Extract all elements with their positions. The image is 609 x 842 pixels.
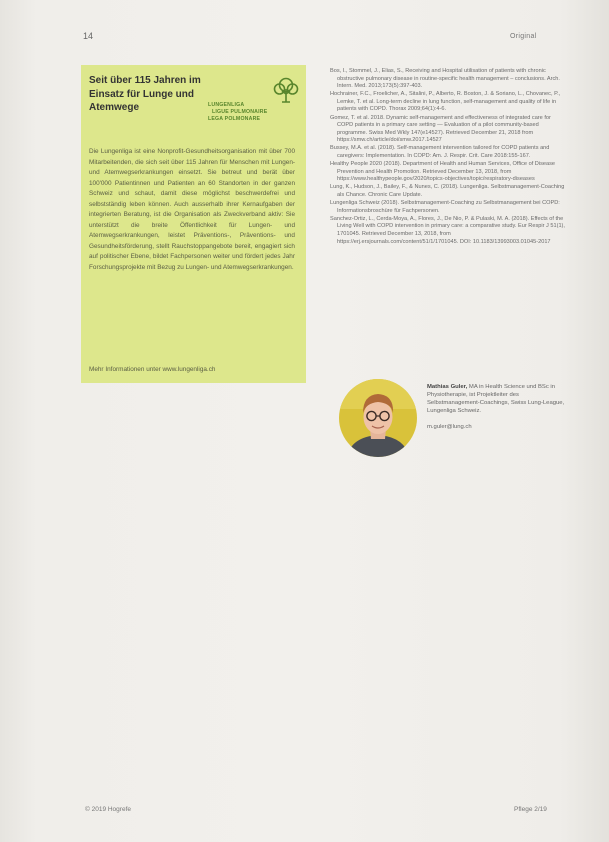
- info-box-body: Die Lungenliga ist eine Nonprofit-Gesundheitsorganisation mit über 700 Mitarbeitenden, die sich seit über 115 Jahren für Menschen mit Lungen- und Atemwegserkrankungen einsetzt. Sie betreut und berät über 100'000 Patientinnen und Patienten an 60 Standorten in der ganzen Schweiz und schaut, damit diese möglichst beschwerdefrei und selbstständig leben können. Auch ausserhalb ihrer Kernaufgaben der integrierten Beratung, ist die Organisation als Zweckverband aktiv: Sie unterstützt die breite Öffentlichkeit für Lungen- und Atemwegserkrankungen, leistet Präventions-, Präventions- und Gesundheitsförderung, stellt Rauchstoppangebote bereit, engagiert sich auf politischer Ebene, bildet Fachpersonen weiter und fördert jedes Jahr Forschungsprojekte mit Bezug zu Lungen- und Atemwegserkrankungen.: [89, 148, 295, 271]
- info-box-more-link[interactable]: Mehr Informationen unter www.lungenliga.ch: [89, 366, 216, 373]
- footer-copyright: © 2019 Hogrefe: [85, 806, 131, 813]
- author-description: MA in Health Science und BSc in Physiotherapie, ist Projektleiter des Selbstmanagement-Coachings, Swiss Lung-League, Lungenliga Schweiz.: [427, 384, 565, 415]
- lungenliga-logo: [208, 77, 304, 139]
- reference-item: Bos, I., Stommel, J., Elias, S., Receiving and Hospital utilisation of patients with chronic obstructive pulmonary disease in routine-specific health management – conclusions. Arch. Intern. Med. 2013;173(5):397-403.: [330, 68, 560, 90]
- logo-line-it: LEGA POLMONARE: [208, 116, 261, 122]
- reference-item: Lungenliga Schweiz (2018). Selbstmanagement-Coaching zu Selbstmanagement bei COPD: Informationsbroschüre für Fachpersonen.: [330, 200, 560, 214]
- reference-list: [330, 68, 568, 247]
- author-bio: [427, 383, 569, 415]
- logo-wordmark: [208, 102, 267, 123]
- reference-item: Healthy People 2020 (2018). Department of Health and Human Services, Office of Disease Prevention and Health Promotion. Retrieved December 13, 2018, from https://www.healthypeople.gov/2020/topics-objectives/topic/respiratory-diseases: [330, 161, 556, 183]
- footer-issue: Pflege 2/19: [514, 806, 547, 813]
- author-name: Mathias Guler,: [427, 384, 468, 390]
- lungenliga-info-box: [81, 65, 306, 383]
- reference-item: Sanchez-Ortiz, L., Cerda-Moya, A., Flores, J., De Nio, P. & Pulaski, M. A. (2018). Effects of the Living Well with COPD intervention in primary care: a comparative study. Eur Respir J 51(1), 1701045. Retrieved December 13, 2018, from https://erj.ersjournals.com/content/51/1/1701045. DOI: 10.1183/13993003.01045-2017: [330, 215, 565, 245]
- tree-logo-icon: [272, 77, 300, 103]
- logo-line-fr: LIGUE PULMONAIRE: [212, 109, 268, 115]
- journal-section-label: Original: [510, 33, 537, 40]
- reference-item: Bussey, M.A. et al. (2018). Self-management intervention tailored for COPD patients and caregivers: Implementation. In COPD: Am. J. Respir. Crit. Care 2018:155-167.: [330, 145, 550, 160]
- info-box-title: Seit über 115 Jahren im Einsatz für Lunge und Atemwege: [89, 75, 201, 113]
- reference-item: Gomez, T. et al. 2018. Dynamic self-management and effectiveness of integrated care for COPD patients in a primary care setting — Evaluation of a pilot community-based programme. Swiss Med Wkly 147(e14527). Retrieved December 21, 2018 from https://smw.ch/article/doi/smw.2017.14527: [330, 114, 551, 144]
- logo-line-de: LUNGENLIGA: [208, 102, 245, 108]
- reference-item: Lung, K., Hudson, J., Bailey, F., & Nunes, C. (2018). Lungenliga. Selbstmanagement-Coaching als Chance. Chronic Care Update.: [330, 184, 565, 198]
- reference-item: Hochrainer, F.C., Froelicher, A., Sitalini, P., Alberto, R. Boston, J. & Soriano, L., Chovanec, P., Lemke, T. et al. Long-term decline in lung function, self-management and quality of life in patients with COPD. Thorax 2009;64(1):4-6.: [330, 91, 561, 113]
- author-portrait: [339, 379, 417, 457]
- page-number: 14: [83, 31, 94, 41]
- author-email[interactable]: m.guler@lung.ch: [427, 424, 472, 430]
